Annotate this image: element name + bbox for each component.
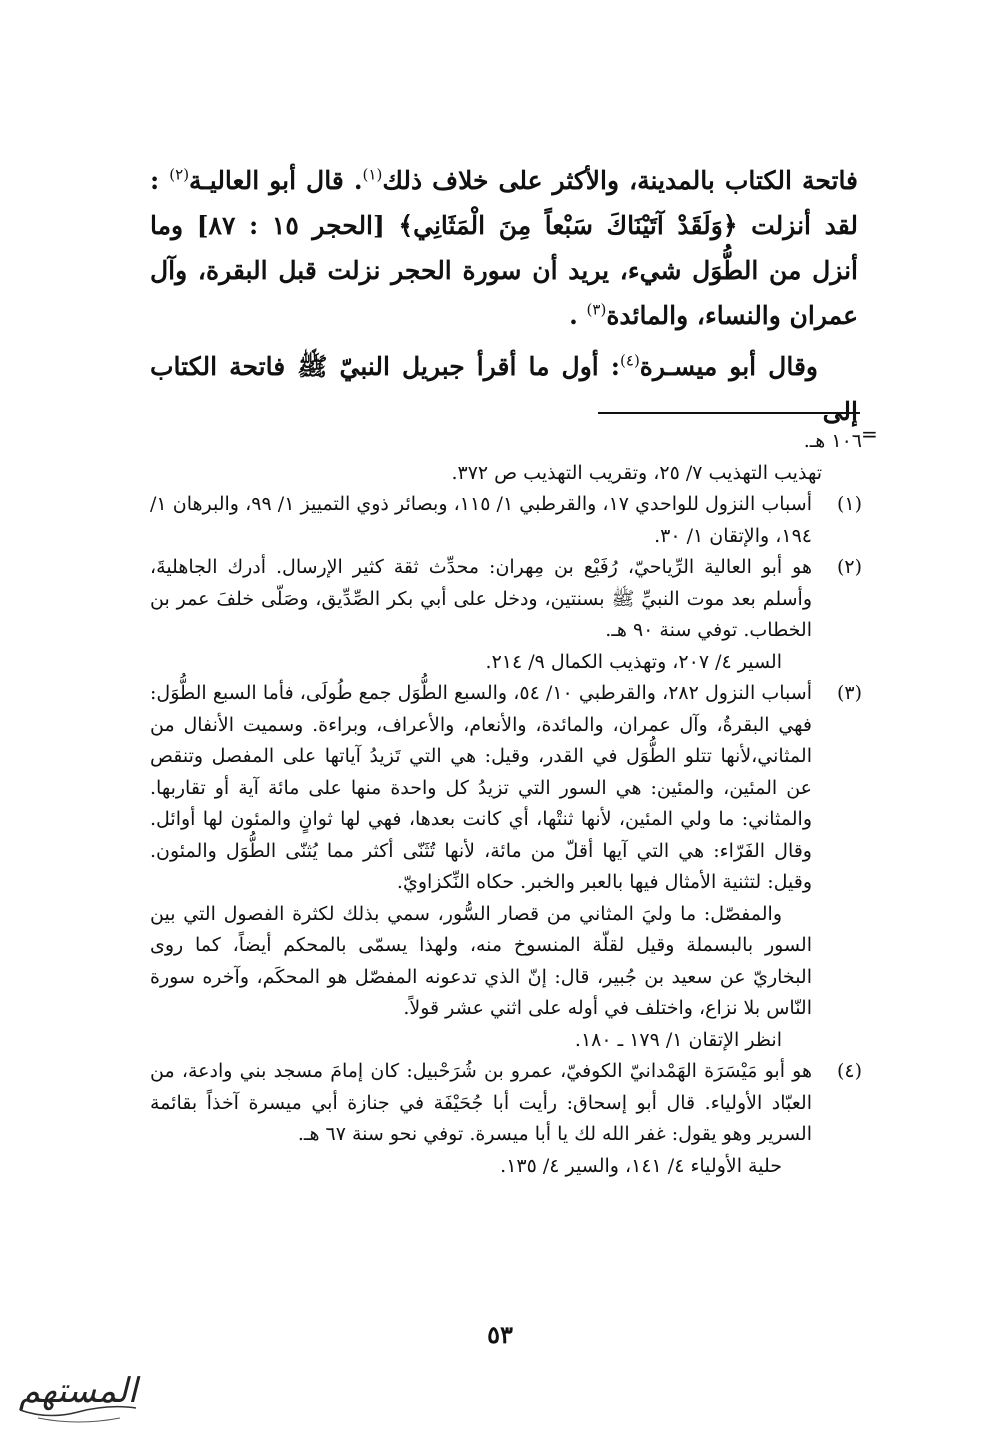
footnote-number: (٤) — [836, 1060, 862, 1082]
main-paragraph-1 — [150, 158, 858, 338]
footnotes — [150, 426, 862, 1182]
footnote-separator — [598, 412, 860, 414]
footnote-text: هو أبو العالية الرِّياحيّ، رُفَيْع بن مِهران: محدِّث ثقة كثير الإرسال. أدرك الجاهليةَ، وأسلم بعد موت النبيِّ ﷺ بسنتين، ودخل على أبي بكر الصِّدِّيق، وصَلّى خلفَ عمر بن الخطاب. توفي سنة ٩٠ هـ. — [150, 556, 812, 641]
main-text-run: : أول ما أقرأ جبريل النبيّ ﷺ فاتحة الكتاب إلى — [150, 352, 858, 426]
footnote-ref-2[interactable]: (٢) — [169, 165, 190, 184]
footnote-ref-1[interactable]: (١) — [362, 165, 383, 184]
footnote-2 — [150, 552, 862, 678]
quran-quote: ﴿وَلَقَدْ آتَيْنَاكَ سَبْعاً مِنَ الْمَثَانِي﴾ — [398, 211, 738, 240]
svg-text:المستهم: المستهم — [18, 1371, 138, 1411]
main-text-run: وقال أبو ميسـرة — [639, 352, 818, 381]
library-stamp-logo — [8, 1354, 148, 1430]
footnote-number: (١) — [836, 493, 862, 515]
footnote-text: هو أبو مَيْسَرَة الهَمْدانيّ الكوفيّ، عمرو بن شُرَحْبيل: كان إمامَ مسجد بني وادعة، من العبّاد الأولياء. قال أبو إسحاق: رأيت أبا جُحَيْفَة في جنازة أبي ميسرة آخذاً بقائمة السرير وهو يقول: غفر الله لك يا أبا ميسرة. توفي نحو سنة ٦٧ هـ. — [150, 1060, 812, 1145]
footnote-source: انظر الإتقان ١/ ١٧٩ ـ ١٨٠. — [574, 1028, 782, 1051]
main-text-run: : — [150, 166, 170, 195]
footnote-3 — [150, 678, 862, 1056]
main-text-run: [الحجر ١٥ : ٨٧] وما أنزل من الطُّوَل شيء، يريد أن سورة الحجر نزلت قبل البقرة، وآل عمران والنساء، والمائدة — [150, 211, 858, 330]
footnote-paragraph: والمفصّل: ما وليَ المثاني من قصار السُّور، سمي بذلك لكثرة الفصول التي بين السور بالبسملة وقيل لقلّة المنسوخ منه، ولهذا يسمّى بالمحكم أيضاً، كما روى البخاريّ عن سعيد بن جُبير، قال: إنّ الذي تدعونه المفصّل هو المحكَم، وآخره سورة النّاس بلا نزاع، واختلف في أوله على اثني عشر قولاً. — [150, 902, 812, 1019]
footnote-4 — [150, 1056, 862, 1182]
footnote-number: (٢) — [836, 556, 862, 578]
main-text — [150, 158, 858, 434]
main-text-run: فاتحة الكتاب بالمدينة، والأكثر على خلاف ذلك — [382, 166, 859, 195]
footnote-1 — [150, 489, 862, 552]
footnote-text: أسباب النزول ٢٨٢، والقرطبي ١٠/ ٥٤، والسبع الطُّوَل جمع طُولَى، فأما السبع الطُّوَل: فهي البقرةُ، وآل عمران، والمائدة، والأنعام، والأعراف، وبراءة. وسميت الأنفال من المثاني،لأنها تتلو الطُّوَل في القدر، وقيل: هي التي تَزيدُ آياتها على المفصل وتنقص عن المئين، والمئين: هي السور التي تزيدُ كل واحدة منها على مائة آية أو تقاربها. والمثاني: ما ولي المئين، لأنها ثنتْها، أي كانت بعدها، فهي لها ثوانٍ والمئون لها أوائل. وقال الفَرّاء: هي التي آيها أقلّ من مائة، لأنها تُثَنّى أكثر مما يُثنّى الطُّوَل والمئون. وقيل: لتثنية الأمثال فيها بالعبر والخبر. حكاه النِّكزاويّ. — [150, 682, 812, 893]
footnote-ref-4[interactable]: (٤) — [620, 351, 640, 370]
main-text-run: . قال أبو العاليـة — [189, 166, 363, 195]
footnote-number: (٣) — [836, 682, 862, 704]
footnote-source: السير ٤/ ٢٠٧، وتهذيب الكمال ٩/ ٢١٤. — [485, 650, 782, 673]
footnote-carry-line: ١٠٦ هـ. — [803, 430, 862, 452]
main-paragraph-2 — [150, 344, 858, 434]
footnote-source: حلية الأولياء ٤/ ١٤١، والسير ٤/ ١٣٥. — [500, 1154, 782, 1177]
footnote-text: أسباب النزول للواحدي ١٧، والقرطبي ١/ ١١٥، وبصائر ذوي التمييز ١/ ٩٩، والبرهان ١/ ١٩٤، والإتقان ١/ ٣٠. — [150, 493, 812, 547]
footnote-carry-source: تهذيب التهذيب ٧/ ٢٥، وتقريب التهذيب ص ٣٧٢. — [451, 461, 822, 484]
main-text-run: لقد أنزلت — [737, 211, 858, 240]
continuation-mark: = — [861, 422, 878, 446]
footnote-ref-3[interactable]: (٣) — [586, 300, 607, 319]
page-number: ٥٣ — [487, 1320, 513, 1349]
main-text-run: . — [569, 301, 587, 330]
